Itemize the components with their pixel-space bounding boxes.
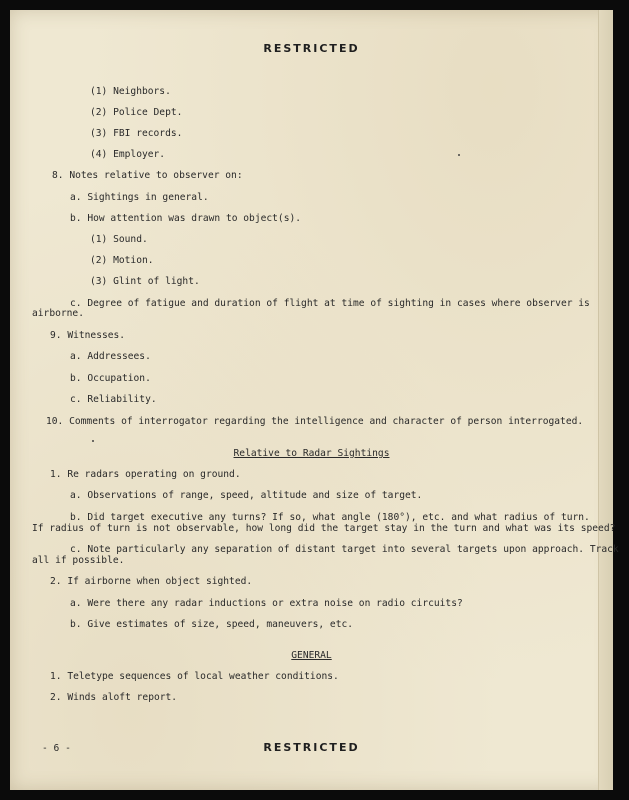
text-line: c. Reliability.	[70, 394, 157, 405]
text-line: a. Sightings in general.	[70, 192, 209, 203]
text-line: (2) Motion.	[90, 255, 154, 266]
paper-speck	[92, 440, 94, 442]
page-number: - 6 -	[42, 743, 71, 754]
text-line: c. Note particularly any separation of distant target into several targets upon approach. Track	[70, 544, 619, 555]
section-heading-radar: Relative to Radar Sightings	[233, 448, 390, 459]
section-heading-general: GENERAL	[291, 650, 332, 661]
document-page	[10, 10, 619, 790]
text-line: (3) Glint of light.	[90, 276, 200, 287]
text-line: 2. Winds aloft report.	[50, 692, 178, 703]
page-edge-strip	[598, 10, 613, 790]
text-line: 1. Teletype sequences of local weather conditions.	[50, 671, 339, 682]
text-line: (3) FBI records.	[90, 128, 183, 139]
text-line: a. Addressees.	[70, 351, 151, 362]
text-line: (4) Employer.	[90, 149, 166, 160]
text-line: c. Degree of fatigue and duration of flight at time of sighting in cases where observer is	[70, 298, 590, 309]
footer-classification: RESTRICTED	[263, 741, 360, 754]
text-line: 2. If airborne when object sighted.	[50, 576, 253, 587]
text-line: a. Were there any radar inductions or extra noise on radio circuits?	[70, 598, 463, 609]
text-line: a. Observations of range, speed, altitude and size of target.	[70, 490, 423, 501]
header-classification: RESTRICTED	[263, 42, 360, 55]
text-line: 8. Notes relative to observer on:	[52, 170, 243, 181]
text-line: 10. Comments of interrogator regarding the intelligence and character of person interrogated.	[46, 416, 584, 427]
text-line: b. Give estimates of size, speed, maneuvers, etc.	[70, 619, 354, 630]
text-line: If radius of turn is not observable, how long did the target stay in the turn and what was its speed?	[32, 523, 616, 534]
paper-speck	[458, 154, 460, 156]
text-line: b. Did target executive any turns? If so, what angle (180°), etc. and what radius of turn.	[70, 512, 590, 523]
text-line: (1) Sound.	[90, 234, 148, 245]
text-line: all if possible.	[32, 555, 125, 566]
text-line: (2) Police Dept.	[90, 107, 183, 118]
text-line: airborne.	[32, 308, 84, 319]
text-line: b. Occupation.	[70, 373, 151, 384]
text-line: (1) Neighbors.	[90, 86, 171, 97]
text-line: b. How attention was drawn to object(s).	[70, 213, 302, 224]
text-line: 1. Re radars operating on ground.	[50, 469, 241, 480]
text-line: 9. Witnesses.	[50, 330, 126, 341]
